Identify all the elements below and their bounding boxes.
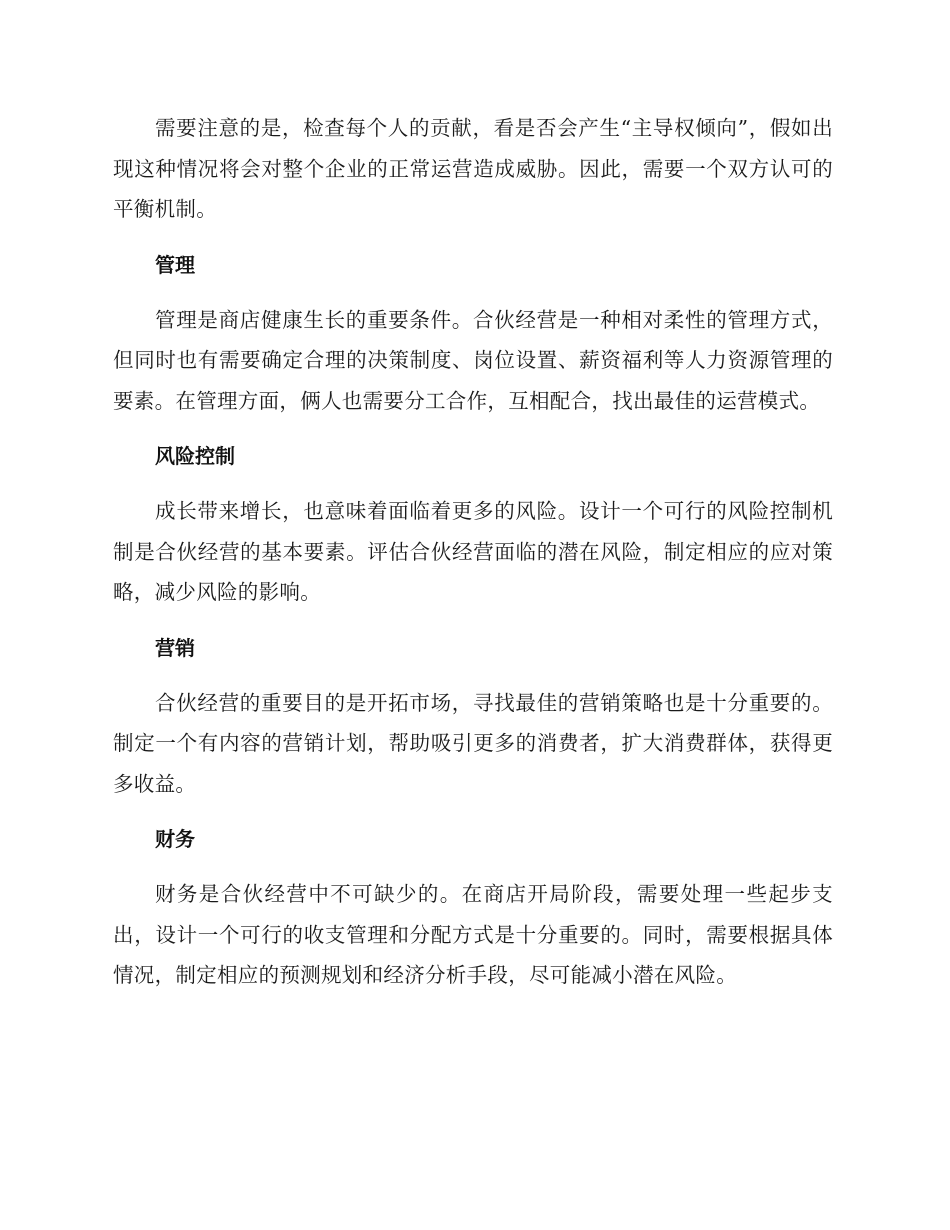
intro-paragraph: 需要注意的是，检查每个人的贡献，看是否会产生“主导权倾向”，假如出现这种情况将会对整个企业的正常运营造成威胁。因此，需要一个双方认可的平衡机制。 xyxy=(113,116,833,221)
section-paragraph-finance: 财务是合伙经营中不可缺少的。在商店开局阶段，需要处理一些起步支出，设计一个可行的收支管理和分配方式是十分重要的。同时，需要根据具体情况，制定相应的预测规划和经济分析手段，尽可能减小潜在风险。 xyxy=(113,882,833,987)
section-paragraph-management: 管理是商店健康生长的重要条件。合伙经营是一种相对柔性的管理方式，但同时也有需要确定合理的决策制度、岗位设置、薪资福利等人力资源管理的要素。在管理方面，俩人也需要分工合作，互相配合，找出最佳的运营模式。 xyxy=(113,307,833,413)
section-heading-risk-control: 风险控制 xyxy=(155,444,235,468)
section-heading-finance: 财务 xyxy=(155,827,195,851)
section-paragraph-risk-control: 成长带来增长，也意味着面临着更多的风险。设计一个可行的风险控制机制是合伙经营的基本要素。评估合伙经营面临的潜在风险，制定相应的应对策略，减少风险的影响。 xyxy=(113,499,833,604)
section-heading-management: 管理 xyxy=(155,252,195,277)
document-body xyxy=(113,108,833,996)
section-paragraph-marketing: 合伙经营的重要目的是开拓市场，寻找最佳的营销策略也是十分重要的。制定一个有内容的营销计划，帮助吸引更多的消费者，扩大消费群体，获得更多收益。 xyxy=(113,690,833,796)
section-heading-marketing: 营销 xyxy=(155,635,195,660)
